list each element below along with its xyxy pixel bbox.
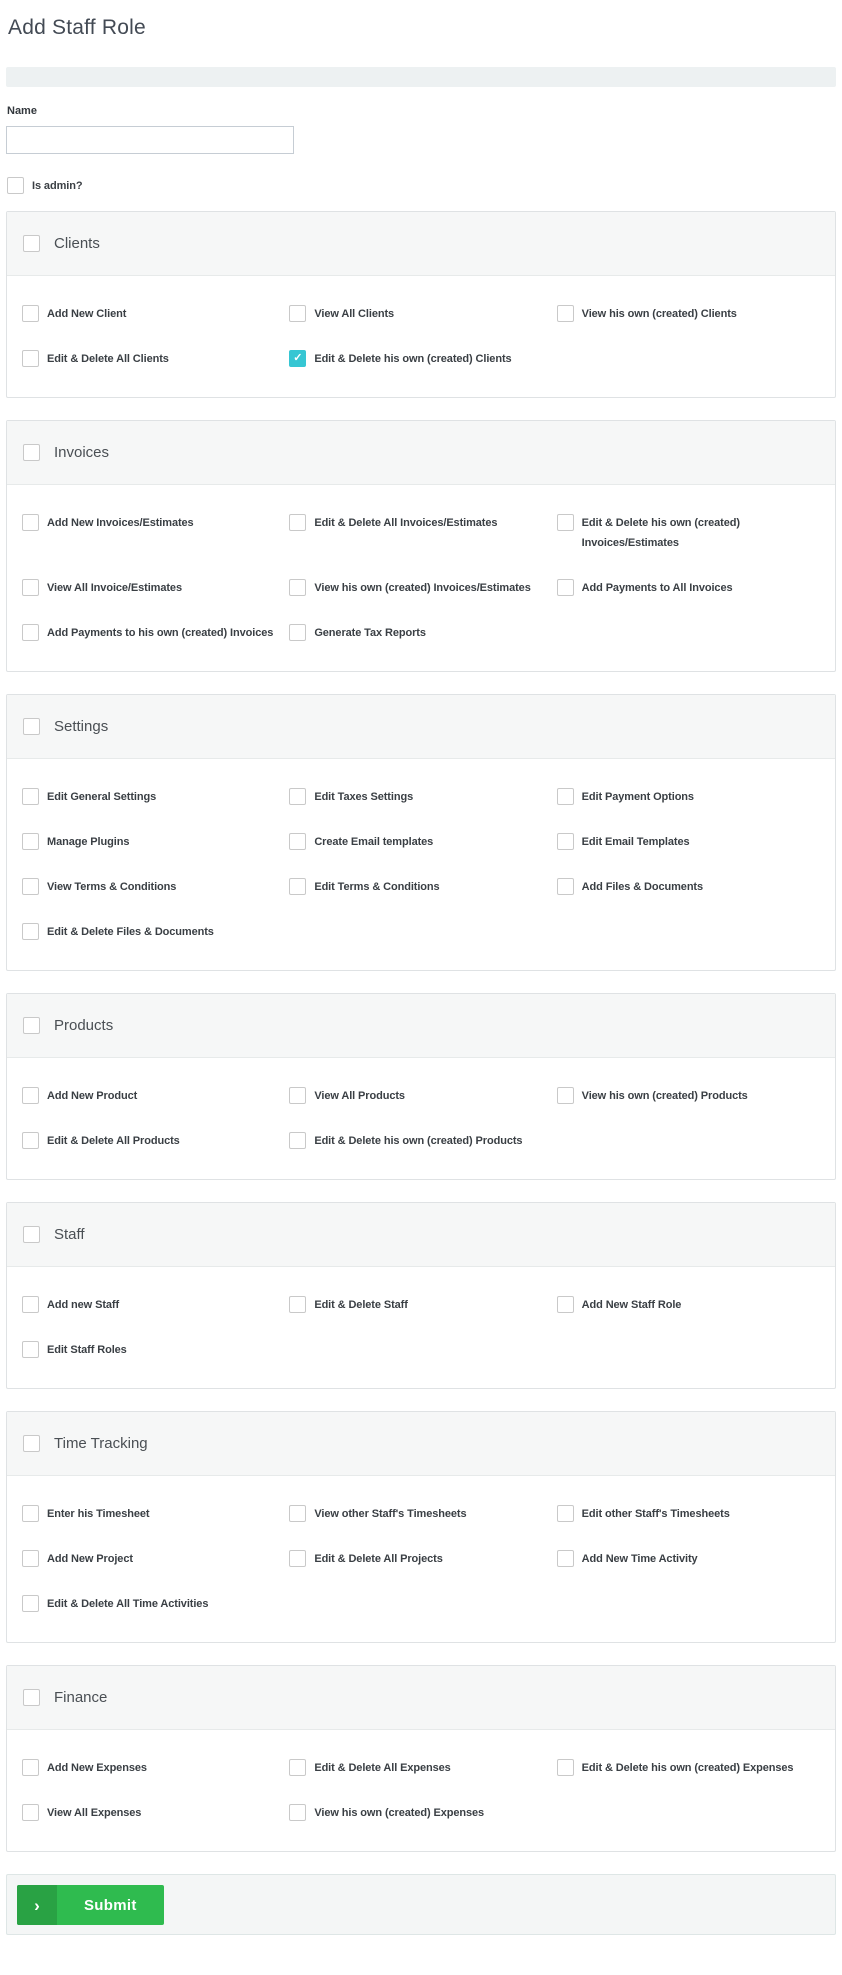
permission-label: Edit & Delete All Expenses <box>314 1762 451 1774</box>
checkbox-icon[interactable] <box>557 1087 574 1104</box>
permission-label: Add New Project <box>47 1553 133 1565</box>
permission-edit-delete-all-time-activities[interactable] <box>22 1594 285 1614</box>
permission-edit-delete-all-invoices-estimates[interactable] <box>289 513 552 553</box>
checkbox-icon[interactable] <box>557 1759 574 1776</box>
section-body-settings <box>7 759 835 970</box>
permission-label: Add New Time Activity <box>581 1553 698 1565</box>
section-body-finance <box>7 1730 835 1851</box>
checkbox-icon[interactable] <box>289 1759 306 1776</box>
checkbox-icon[interactable] <box>22 833 39 850</box>
section-body-invoices <box>7 485 835 671</box>
section-panel-time-tracking <box>6 1411 836 1643</box>
checkbox-checked-icon[interactable]: ✓ <box>289 350 306 367</box>
permission-edit-email-templates[interactable] <box>557 832 820 852</box>
section-title: Staff <box>54 1226 85 1243</box>
permission-label: Edit & Delete his own (created) Invoices/Estimates <box>581 517 740 549</box>
permission-add-new-client[interactable] <box>22 304 285 324</box>
permission-edit-other-staff-s-timesheets[interactable] <box>557 1504 820 1524</box>
permission-label: View his own (created) Products <box>581 1090 748 1102</box>
permission-label: Add New Expenses <box>47 1762 147 1774</box>
section-panel-products <box>6 993 836 1180</box>
section-panel-finance <box>6 1665 836 1852</box>
checkbox-icon[interactable] <box>289 878 306 895</box>
checkbox-icon[interactable] <box>289 579 306 596</box>
checkbox-icon[interactable] <box>289 788 306 805</box>
permission-add-new-expenses[interactable] <box>22 1758 285 1778</box>
permission-label: Add New Invoices/Estimates <box>47 517 194 529</box>
permission-edit-terms-conditions[interactable] <box>289 877 552 897</box>
checkbox-icon[interactable] <box>22 923 39 940</box>
section-title: Clients <box>54 235 100 252</box>
permission-edit-delete-his-own-created-expenses[interactable] <box>557 1758 820 1778</box>
permission-label: Create Email templates <box>314 836 434 848</box>
permission-label: Manage Plugins <box>47 836 130 848</box>
checkbox-icon[interactable] <box>7 177 24 194</box>
submit-button[interactable] <box>17 1885 164 1925</box>
permission-add-new-staff-role[interactable] <box>557 1295 820 1315</box>
checkbox-icon[interactable] <box>22 514 39 531</box>
section-body-products <box>7 1058 835 1179</box>
checkbox-icon[interactable] <box>22 1804 39 1821</box>
checkbox-icon[interactable] <box>557 305 574 322</box>
permission-edit-delete-all-projects[interactable] <box>289 1549 552 1569</box>
permission-edit-payment-options[interactable] <box>557 787 820 807</box>
permission-label: Add new Staff <box>47 1299 120 1311</box>
permission-edit-staff-roles[interactable] <box>22 1340 285 1360</box>
section-header-invoices <box>7 421 835 485</box>
permission-edit-general-settings[interactable] <box>22 787 285 807</box>
permission-view-all-products[interactable] <box>289 1086 552 1106</box>
permission-add-new-time-activity[interactable] <box>557 1549 820 1569</box>
permission-edit-delete-all-clients[interactable] <box>22 349 285 369</box>
checkbox-icon[interactable] <box>289 1087 306 1104</box>
permission-view-all-clients[interactable] <box>289 304 552 324</box>
permission-label: Edit & Delete Files & Documents <box>47 926 214 938</box>
permission-label: View All Clients <box>314 308 395 320</box>
permission-edit-delete-all-products[interactable] <box>22 1131 285 1151</box>
checkbox-icon[interactable] <box>289 1550 306 1567</box>
checkbox-icon[interactable] <box>22 1595 39 1612</box>
name-input[interactable] <box>6 126 294 154</box>
permission-label: Edit & Delete All Products <box>47 1135 180 1147</box>
checkbox-icon[interactable] <box>22 1132 39 1149</box>
permission-add-payments-to-his-own-created-invoices[interactable] <box>22 623 285 643</box>
is-admin-label: Is admin? <box>32 180 83 192</box>
checkbox-icon[interactable] <box>22 350 39 367</box>
is-admin-checkbox[interactable] <box>7 176 836 196</box>
footer-bar <box>6 1874 836 1935</box>
permission-edit-delete-his-own-created-invoices-estimates[interactable] <box>557 513 820 553</box>
permission-label: Edit & Delete All Clients <box>47 353 169 365</box>
permission-sections <box>6 211 836 1852</box>
permission-add-files-documents[interactable] <box>557 877 820 897</box>
permission-edit-delete-his-own-created-products[interactable] <box>289 1131 552 1151</box>
section-checkbox-products[interactable] <box>23 1017 40 1034</box>
section-checkbox-settings[interactable] <box>23 718 40 735</box>
checkbox-icon[interactable] <box>289 305 306 322</box>
checkbox-icon[interactable] <box>22 1341 39 1358</box>
permission-view-his-own-created-clients[interactable] <box>557 304 820 324</box>
checkbox-icon[interactable] <box>289 833 306 850</box>
section-body-staff <box>7 1267 835 1388</box>
checkbox-icon[interactable] <box>22 579 39 596</box>
permission-label: View All Invoice/Estimates <box>47 582 182 594</box>
name-field-group <box>6 105 836 154</box>
section-title: Settings <box>54 718 109 735</box>
section-title: Time Tracking <box>54 1435 148 1452</box>
checkbox-icon[interactable] <box>22 788 39 805</box>
permission-label: Edit Terms & Conditions <box>314 881 440 893</box>
permission-view-all-invoice-estimates[interactable] <box>22 578 285 598</box>
permission-label: View Terms & Conditions <box>47 881 177 893</box>
permission-label: Edit & Delete All Time Activities <box>47 1598 209 1610</box>
checkbox-icon[interactable] <box>289 624 306 641</box>
permission-label: Edit Taxes Settings <box>314 791 414 803</box>
checkbox-icon[interactable] <box>557 878 574 895</box>
section-body-clients <box>7 276 835 397</box>
permission-label: Enter his Timesheet <box>47 1508 150 1520</box>
permission-label: Add New Product <box>47 1090 138 1102</box>
section-header-clients <box>7 212 835 276</box>
checkbox-icon[interactable] <box>22 1505 39 1522</box>
section-panel-clients <box>6 211 836 398</box>
permission-label: Edit & Delete his own (created) Clients <box>314 353 512 365</box>
permission-label: Edit & Delete All Invoices/Estimates <box>314 517 498 529</box>
name-label: Name <box>7 105 37 117</box>
permission-label: Generate Tax Reports <box>314 627 426 639</box>
permission-edit-delete-all-expenses[interactable] <box>289 1758 552 1778</box>
checkbox-icon[interactable] <box>557 514 574 531</box>
section-panel-invoices <box>6 420 836 672</box>
checkbox-icon[interactable] <box>22 305 39 322</box>
checkbox-icon[interactable] <box>22 1087 39 1104</box>
checkbox-icon[interactable] <box>22 1759 39 1776</box>
permission-label: Edit other Staff's Timesheets <box>581 1508 730 1520</box>
permission-view-other-staff-s-timesheets[interactable] <box>289 1504 552 1524</box>
permission-add-new-product[interactable] <box>22 1086 285 1106</box>
permission-label: Add New Client <box>47 308 127 320</box>
section-title: Products <box>54 1017 114 1034</box>
permission-label: Edit General Settings <box>47 791 157 803</box>
permission-add-new-invoices-estimates[interactable] <box>22 513 285 553</box>
checkbox-icon[interactable] <box>22 878 39 895</box>
permission-edit-taxes-settings[interactable] <box>289 787 552 807</box>
section-checkbox-staff[interactable] <box>23 1226 40 1243</box>
permission-view-terms-conditions[interactable] <box>22 877 285 897</box>
permission-add-new-project[interactable] <box>22 1549 285 1569</box>
permission-label: View his own (created) Clients <box>581 308 737 320</box>
checkbox-icon[interactable] <box>22 1550 39 1567</box>
permission-view-his-own-created-expenses[interactable] <box>289 1803 552 1823</box>
permission-enter-his-timesheet[interactable] <box>22 1504 285 1524</box>
permission-label: View All Expenses <box>47 1807 142 1819</box>
permission-edit-delete-files-documents[interactable] <box>22 922 285 942</box>
checkbox-icon[interactable] <box>289 514 306 531</box>
checkbox-icon[interactable] <box>289 1804 306 1821</box>
page-title: Add Staff Role <box>8 16 146 39</box>
permission-manage-plugins[interactable] <box>22 832 285 852</box>
permission-edit-delete-his-own-created-clients[interactable] <box>289 349 552 369</box>
checkbox-icon[interactable] <box>289 1132 306 1149</box>
permission-label: View other Staff's Timesheets <box>314 1508 467 1520</box>
checkbox-icon[interactable] <box>557 788 574 805</box>
checkbox-icon[interactable] <box>289 1296 306 1313</box>
permission-label: View his own (created) Invoices/Estimates <box>314 582 531 594</box>
permission-label: Edit Email Templates <box>581 836 690 848</box>
permission-label: Edit & Delete his own (created) Expenses <box>581 1762 794 1774</box>
checkbox-icon[interactable] <box>557 1505 574 1522</box>
section-title: Invoices <box>54 444 110 461</box>
section-checkbox-time-tracking[interactable] <box>23 1435 40 1452</box>
permission-label: View his own (created) Expenses <box>314 1807 485 1819</box>
permission-label: View All Products <box>314 1090 405 1102</box>
toolbar-band <box>6 67 836 87</box>
checkbox-icon[interactable] <box>557 833 574 850</box>
checkbox-icon[interactable] <box>22 1296 39 1313</box>
section-header-time-tracking <box>7 1412 835 1476</box>
permission-label: Edit & Delete Staff <box>314 1299 408 1311</box>
permission-label: Edit Payment Options <box>581 791 694 803</box>
section-checkbox-finance[interactable] <box>23 1689 40 1706</box>
checkbox-icon[interactable] <box>557 1550 574 1567</box>
permission-label: Add Files & Documents <box>581 881 704 893</box>
permission-create-email-templates[interactable] <box>289 832 552 852</box>
section-header-finance <box>7 1666 835 1730</box>
section-title: Finance <box>54 1689 108 1706</box>
submit-label: Submit <box>84 1896 137 1914</box>
section-header-products <box>7 994 835 1058</box>
checkbox-icon[interactable] <box>557 1296 574 1313</box>
permission-view-all-expenses[interactable] <box>22 1803 285 1823</box>
section-panel-staff <box>6 1202 836 1389</box>
permission-label: Edit Staff Roles <box>47 1344 127 1356</box>
permission-generate-tax-reports[interactable] <box>289 623 552 643</box>
permission-label: Edit & Delete All Projects <box>314 1553 443 1565</box>
checkbox-icon[interactable] <box>557 579 574 596</box>
permission-label: Edit & Delete his own (created) Products <box>314 1135 523 1147</box>
chevron-right-icon: › <box>17 1885 57 1925</box>
section-header-settings <box>7 695 835 759</box>
checkbox-icon[interactable] <box>289 1505 306 1522</box>
permission-view-his-own-created-invoices-estimates[interactable] <box>289 578 552 598</box>
checkbox-icon[interactable] <box>22 624 39 641</box>
section-panel-settings <box>6 694 836 971</box>
section-header-staff <box>7 1203 835 1267</box>
is-admin-group <box>7 176 836 196</box>
section-body-time-tracking <box>7 1476 835 1642</box>
permission-edit-delete-staff[interactable] <box>289 1295 552 1315</box>
permission-add-payments-to-all-invoices[interactable] <box>557 578 820 598</box>
permission-label: Add Payments to All Invoices <box>581 582 733 594</box>
section-checkbox-invoices[interactable] <box>23 444 40 461</box>
permission-label: Add New Staff Role <box>581 1299 682 1311</box>
permission-add-new-staff[interactable] <box>22 1295 285 1315</box>
section-checkbox-clients[interactable] <box>23 235 40 252</box>
permission-label: Add Payments to his own (created) Invoices <box>47 627 274 639</box>
permission-view-his-own-created-products[interactable] <box>557 1086 820 1106</box>
